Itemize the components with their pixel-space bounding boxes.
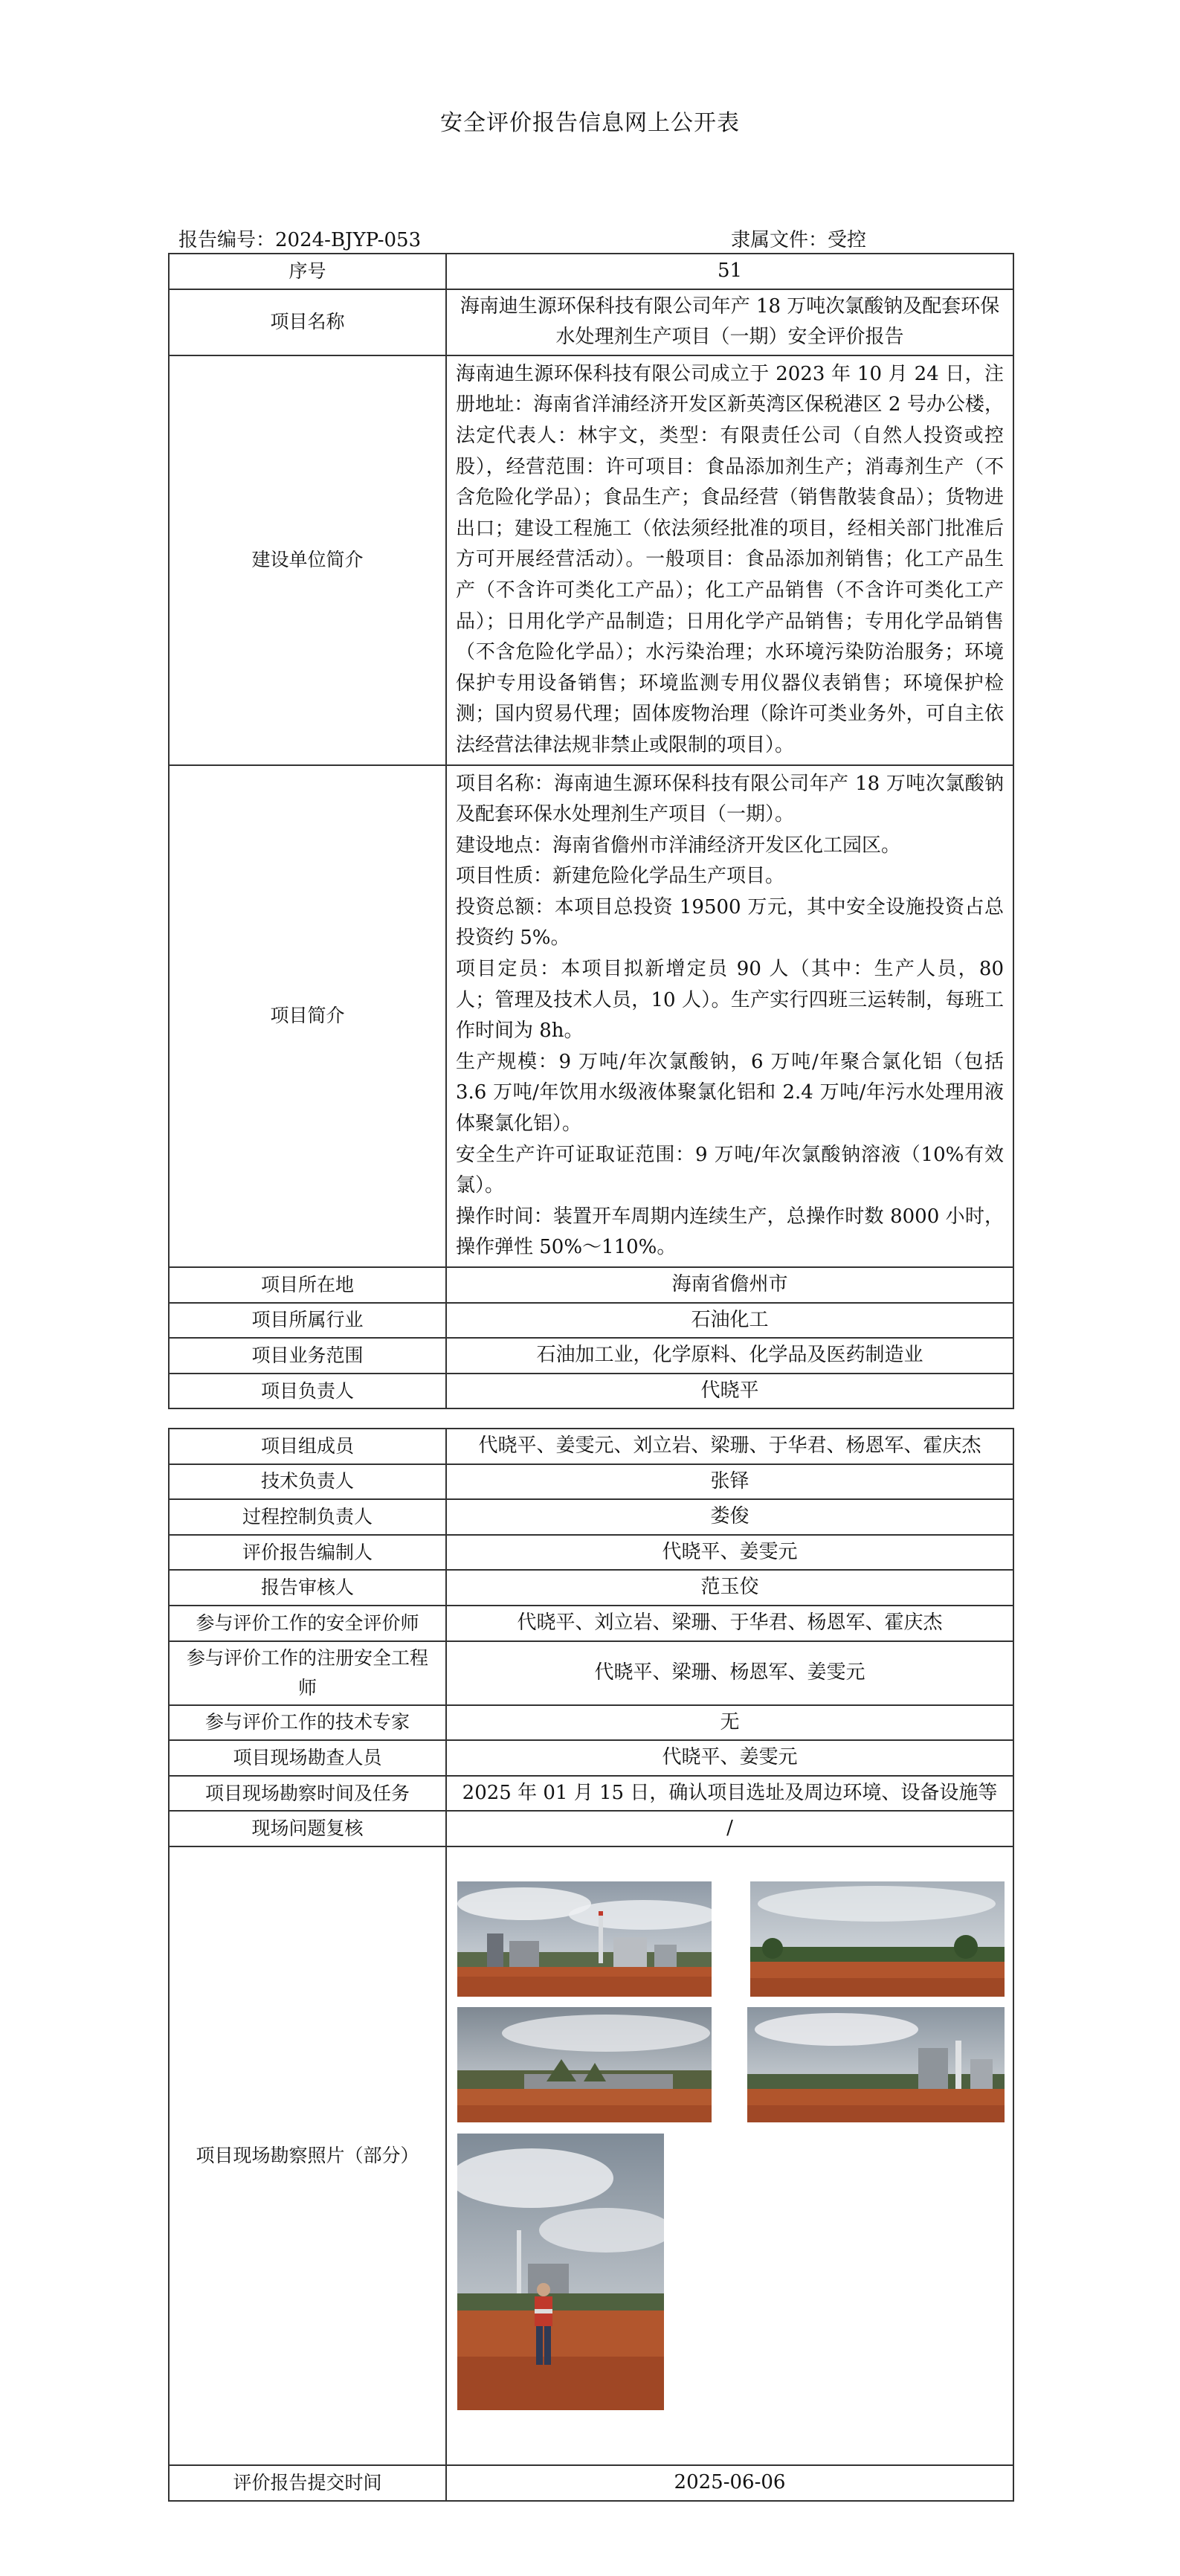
row-project-intro	[169, 765, 1013, 1268]
row-members	[169, 1429, 1013, 1464]
row-tech-lead	[169, 1464, 1013, 1500]
submit-time-label: 评价报告提交时间	[169, 2465, 446, 2501]
leader-label: 项目负责人	[169, 1374, 446, 1409]
row-industry	[169, 1303, 1013, 1339]
project-intro-line: 生产规模：9 万吨/年次氯酸钠，6 万吨/年聚合氯化铝（包括 3.6 万吨/年饮用水级液体聚氯化铝和 2.4 万吨/年污水处理用液体聚氯化铝）。	[456, 1050, 1004, 1136]
project-intro-line: 安全生产许可证取证范围：9 万吨/年次氯酸钠溶液（10%有效氯）。	[456, 1143, 1004, 1197]
reviewer-label: 报告审核人	[169, 1570, 446, 1606]
site-time-label: 项目现场勘察时间及任务	[169, 1776, 446, 1812]
industry-label: 项目所属行业	[169, 1303, 446, 1339]
tech-lead-label: 技术负责人	[169, 1464, 446, 1500]
scope-label: 项目业务范围	[169, 1338, 446, 1374]
recheck-label: 现场问题复核	[169, 1811, 446, 1846]
report-number: 报告编号：2024-BJYP-053	[178, 229, 422, 251]
project-intro-line: 投资总额：本项目总投资 19500 万元，其中安全设施投资占总投资约 5%。	[456, 895, 1004, 950]
site-photo-plant	[457, 1881, 712, 1997]
site-staff-value: 代晓平、姜雯元	[446, 1740, 1013, 1776]
affiliation-document: 隶属文件：受控	[731, 229, 867, 251]
row-photos	[169, 1846, 1013, 2465]
project-intro-line: 操作时间：装置开车周期内连续生产，总操作时数 8000 小时，操作弹性 50%～110%。	[456, 1205, 1004, 1259]
builder-intro-value: 海南迪生源环保科技有限公司成立于 2023 年 10 月 24 日，注册地址：海南省洋浦经济开发区新英湾区保税港区 2 号办公楼，法定代表人：林宇文，类型：有限责任公司（自然人投资或控股），经营范围：许可项目：食品添加剂生产；消毒剂生产（不含危险化学品）；食品生产；食品经营（销售散装食品）；货物进出口；建设工程施工（依法须经批准的项目，经相关部门批准后方可开展经营活动）。一般项目：食品添加剂销售；化工产品生产（不含许可类化工产品）；化工产品销售（不含许可类化工产品）；日用化学产品制造；日用化学产品销售；专用化学品销售（不含危险化学品）；水污染治理；水环境污染防治服务；环境保护专用设备销售；环境监测专用仪器仪表销售；环境保护检测；国内贸易代理；固体废物治理（除许可类业务外，可自主依法经营法律法规非禁止或限制的项目）。	[446, 355, 1013, 765]
photos-label: 项目现场勘察照片（部分）	[169, 1846, 446, 2465]
assessors-value: 代晓平、刘立岩、梁珊、于华君、杨恩军、霍庆杰	[446, 1606, 1013, 1641]
project-intro-line: 项目性质：新建危险化学品生产项目。	[456, 865, 785, 888]
site-time-value: 2025 年 01 月 15 日，确认项目选址及周边环境、设备设施等	[446, 1776, 1013, 1812]
row-leader	[169, 1374, 1013, 1409]
experts-value: 无	[446, 1705, 1013, 1741]
row-serial	[169, 254, 1013, 289]
row-location	[169, 1267, 1013, 1303]
experts-label: 参与评价工作的技术专家	[169, 1705, 446, 1741]
row-submit-time	[169, 2465, 1013, 2501]
process-lead-value: 娄俊	[446, 1499, 1013, 1535]
row-experts	[169, 1705, 1013, 1741]
location-value: 海南省儋州市	[446, 1267, 1013, 1303]
site-photo-fence	[457, 2007, 712, 2122]
row-site-staff	[169, 1740, 1013, 1776]
compiler-label: 评价报告编制人	[169, 1535, 446, 1571]
project-name-label: 项目名称	[169, 289, 446, 355]
row-registered-engineers	[169, 1641, 1013, 1705]
row-project-name	[169, 289, 1013, 355]
row-compiler	[169, 1535, 1013, 1571]
row-reviewer	[169, 1570, 1013, 1606]
industry-value: 石油化工	[446, 1303, 1013, 1339]
project-intro-line: 项目名称：海南迪生源环保科技有限公司年产 18 万吨次氯酸钠及配套环保水处理剂生产项目（一期）。	[456, 772, 1004, 826]
location-label: 项目所在地	[169, 1267, 446, 1303]
project-intro-line: 项目定员：本项目拟新增定员 90 人（其中：生产人员，80 人；管理及技术人员，10 人）。生产实行四班三运转制，每班工作时间为 8h。	[456, 958, 1004, 1043]
process-lead-label: 过程控制负责人	[169, 1499, 446, 1535]
compiler-value: 代晓平、姜雯元	[446, 1535, 1013, 1571]
row-assessors	[169, 1606, 1013, 1641]
leader-value: 代晓平	[446, 1374, 1013, 1409]
submit-time-value: 2025-06-06	[446, 2465, 1013, 2501]
serial-value: 51	[446, 254, 1013, 289]
serial-label: 序号	[169, 254, 446, 289]
scope-value: 石油加工业，化学原料、化学品及医药制造业	[446, 1338, 1013, 1374]
recheck-value: /	[446, 1811, 1013, 1846]
row-process-lead	[169, 1499, 1013, 1535]
photos-cell	[446, 1846, 1013, 2465]
project-intro-line: 建设地点：海南省儋州市洋浦经济开发区化工园区。	[456, 834, 901, 857]
project-name-value: 海南迪生源环保科技有限公司年产 18 万吨次氯酸钠及配套环保水处理剂生产项目（一期）安全评价报告	[446, 289, 1013, 355]
registered-label: 参与评价工作的注册安全工程师	[169, 1641, 446, 1705]
site-photo-open-ground	[750, 1881, 1005, 1997]
members-value: 代晓平、姜雯元、刘立岩、梁珊、于华君、杨恩军、霍庆杰	[446, 1429, 1013, 1464]
row-site-time	[169, 1776, 1013, 1812]
row-scope	[169, 1338, 1013, 1374]
site-photo-surveyor	[457, 2134, 664, 2410]
info-table-part2	[168, 1428, 1014, 2502]
site-staff-label: 项目现场勘查人员	[169, 1740, 446, 1776]
builder-intro-label: 建设单位简介	[169, 355, 446, 765]
project-intro-value	[446, 765, 1013, 1268]
members-label: 项目组成员	[169, 1429, 446, 1464]
page-title: 安全评价报告信息网上公开表	[440, 110, 740, 136]
site-photo-buildings	[747, 2007, 1005, 2122]
row-recheck	[169, 1811, 1013, 1846]
tech-lead-value: 张铎	[446, 1464, 1013, 1500]
info-table-part1	[168, 253, 1014, 1409]
assessors-label: 参与评价工作的安全评价师	[169, 1606, 446, 1641]
row-builder-intro	[169, 355, 1013, 765]
project-intro-label: 项目简介	[169, 765, 446, 1268]
registered-value: 代晓平、梁珊、杨恩军、姜雯元	[446, 1641, 1013, 1705]
reviewer-value: 范玉佼	[446, 1570, 1013, 1606]
